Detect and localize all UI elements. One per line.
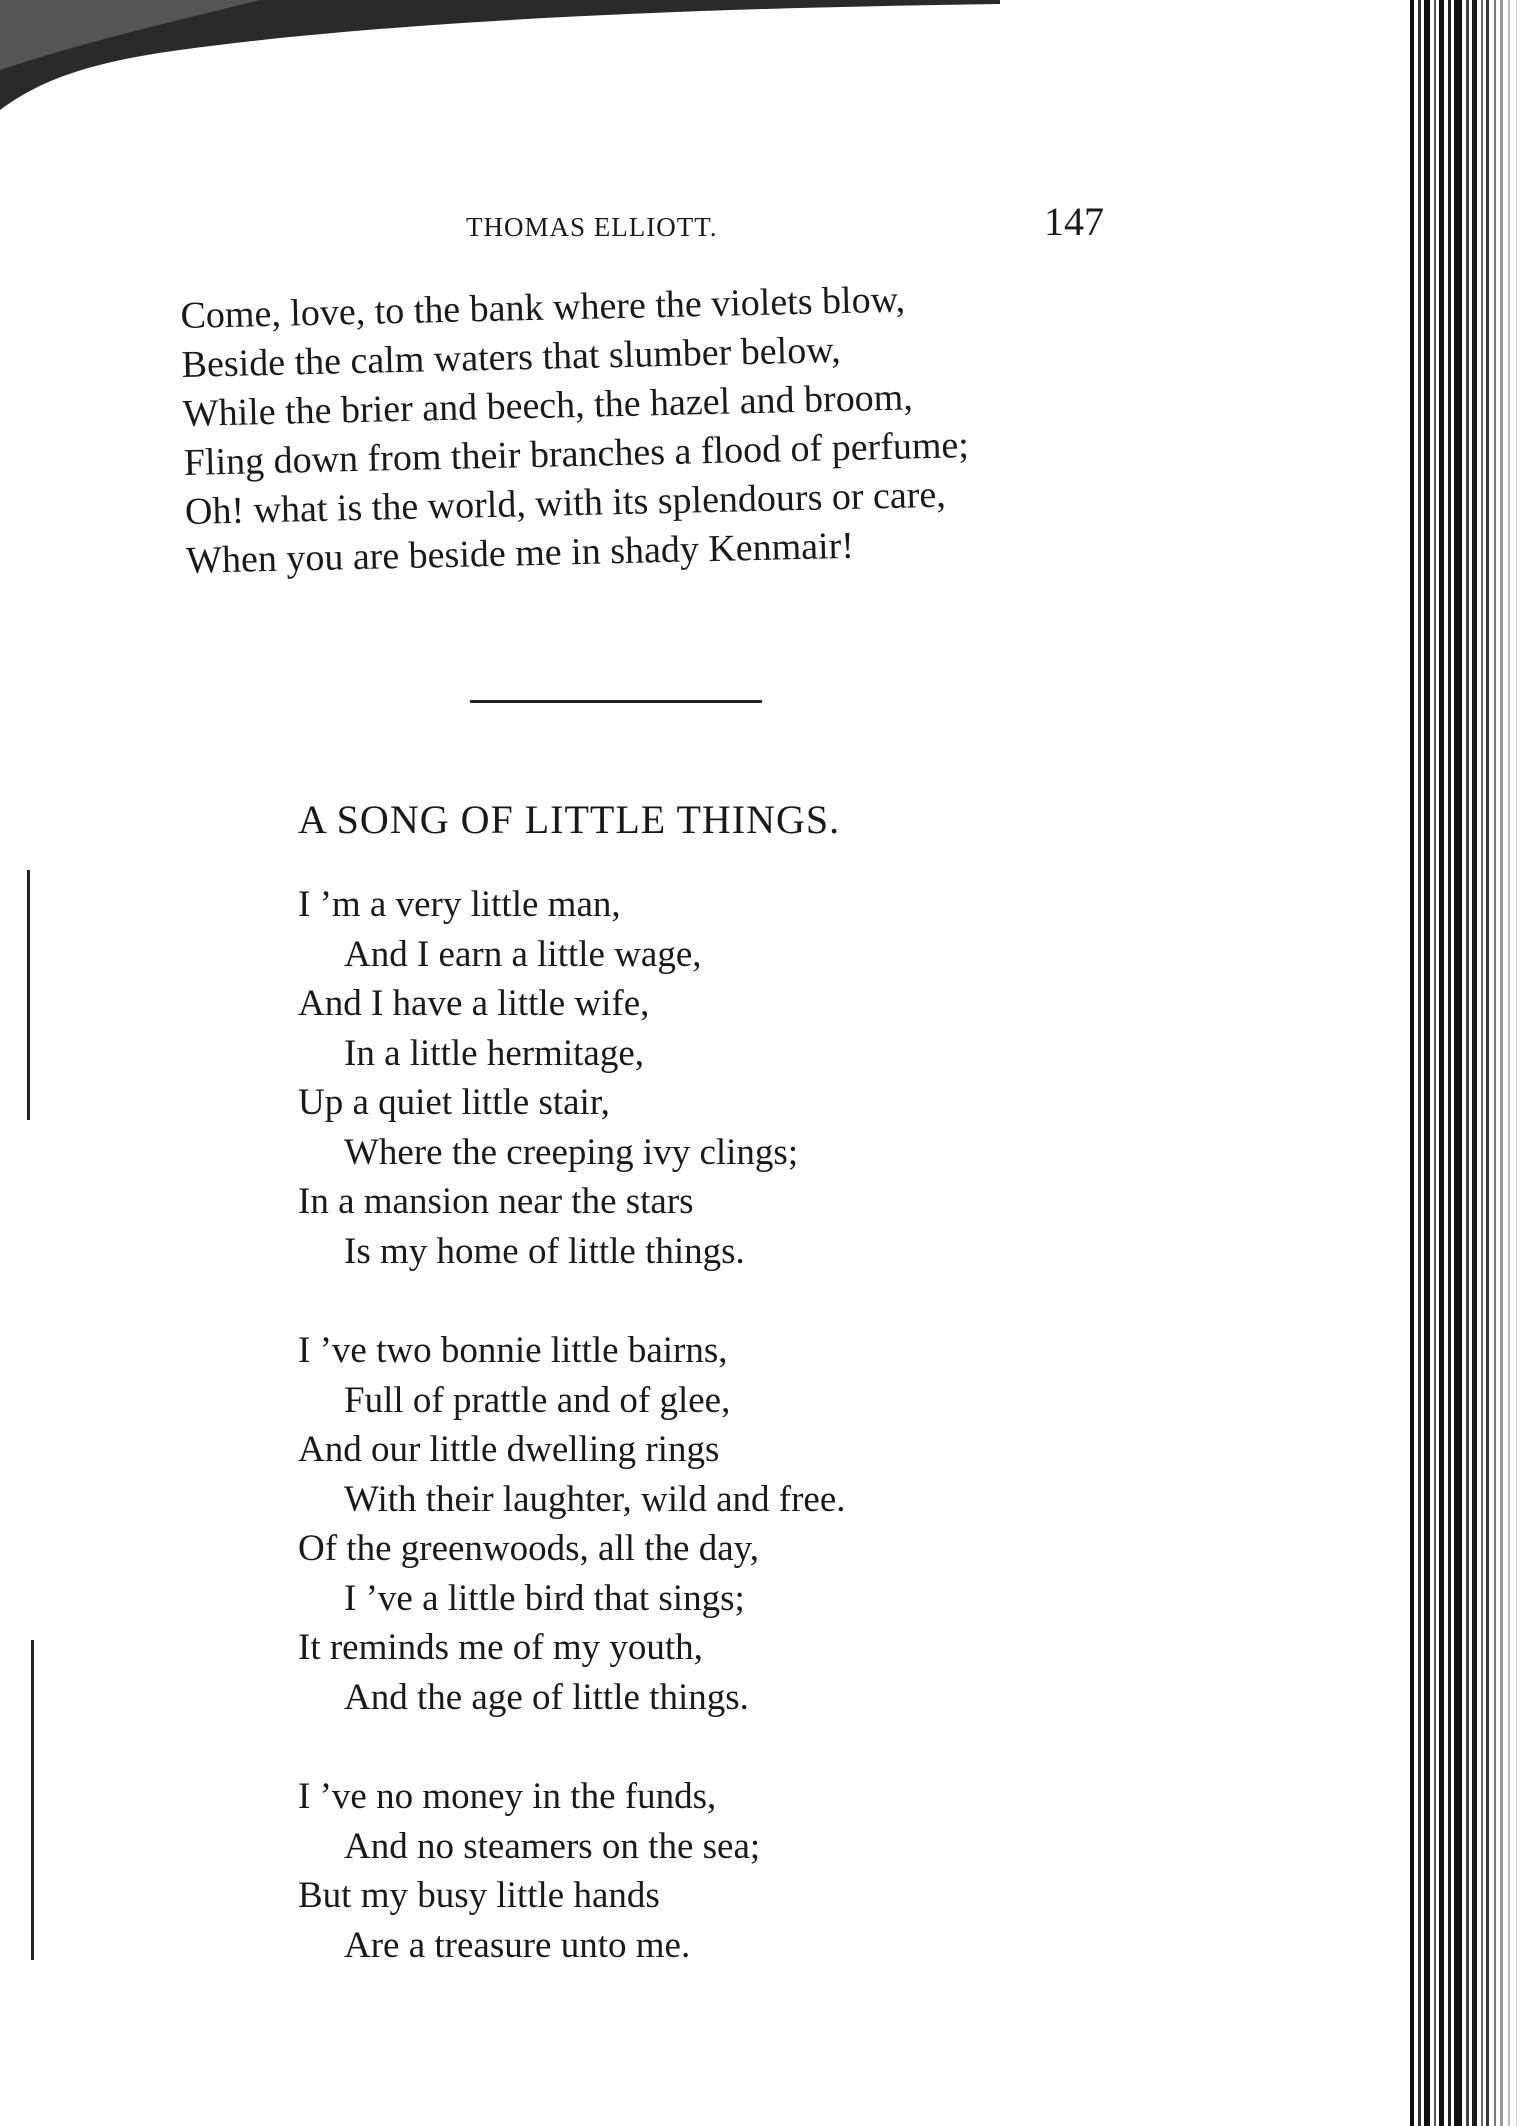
poem-line: Oh! what is the world, with its splendours or care, — [184, 473, 947, 533]
poem-line: I ’ve no money in the funds, — [298, 1776, 717, 1817]
poem-line: Up a quiet little stair, — [298, 1082, 610, 1123]
poem-line: I ’ve a little bird that sings; — [344, 1577, 745, 1619]
poem-line: Full of prattle and of glee, — [344, 1379, 731, 1421]
poem-line: And I have a little wife, — [298, 983, 650, 1024]
scan-gutter-edge — [1404, 0, 1534, 2126]
poem-line: Of the greenwoods, all the day, — [298, 1528, 759, 1569]
poem-line: While the brier and beech, the hazel and broom, — [182, 376, 914, 435]
poem-line: And I earn a little wage, — [344, 933, 702, 975]
poem-line: Fling down from their branches a flood of perfume; — [183, 424, 970, 484]
poem-line: When you are beside me in shady Kenmair! — [185, 524, 855, 582]
poem-line: Are a treasure unto me. — [344, 1924, 691, 1966]
poem-line: It reminds me of my youth, — [298, 1627, 703, 1668]
stanza-3 — [298, 1772, 1098, 1970]
poem-line: With their laughter, wild and free. — [344, 1478, 846, 1520]
poem-line: But my busy little hands — [298, 1875, 660, 1916]
page-number: 147 — [1044, 199, 1104, 244]
margin-mark-1 — [27, 870, 30, 1120]
poem-line: And the age of little things. — [344, 1676, 749, 1718]
poem-line: Beside the calm waters that slumber below, — [181, 329, 842, 386]
poem-line: Is my home of little things. — [344, 1230, 745, 1272]
poem-line: In a mansion near the stars — [298, 1181, 694, 1222]
poem-line: And our little dwelling rings — [298, 1429, 720, 1470]
poem-line: Where the creeping ivy clings; — [344, 1131, 799, 1173]
section-divider — [470, 700, 762, 703]
stanza-2 — [298, 1326, 1098, 1722]
poem-line: I ’ve two bonnie little bairns, — [298, 1330, 728, 1371]
poem-line: And no steamers on the sea; — [344, 1825, 761, 1867]
poem-line: In a little hermitage, — [344, 1032, 644, 1074]
running-head: THOMAS ELLIOTT. — [466, 212, 718, 242]
poem-line: Come, love, to the bank where the violets blow, — [180, 278, 906, 337]
scan-corner-shadow — [0, 0, 1000, 130]
stanza-1 — [298, 880, 1098, 1276]
poem-title: A SONG OF LITTLE THINGS. — [298, 797, 841, 842]
poem-body — [298, 880, 1098, 2020]
poem-line: I ’m a very little man, — [298, 884, 621, 925]
margin-mark-2 — [31, 1640, 34, 1960]
previous-poem-stanza — [180, 270, 1166, 586]
